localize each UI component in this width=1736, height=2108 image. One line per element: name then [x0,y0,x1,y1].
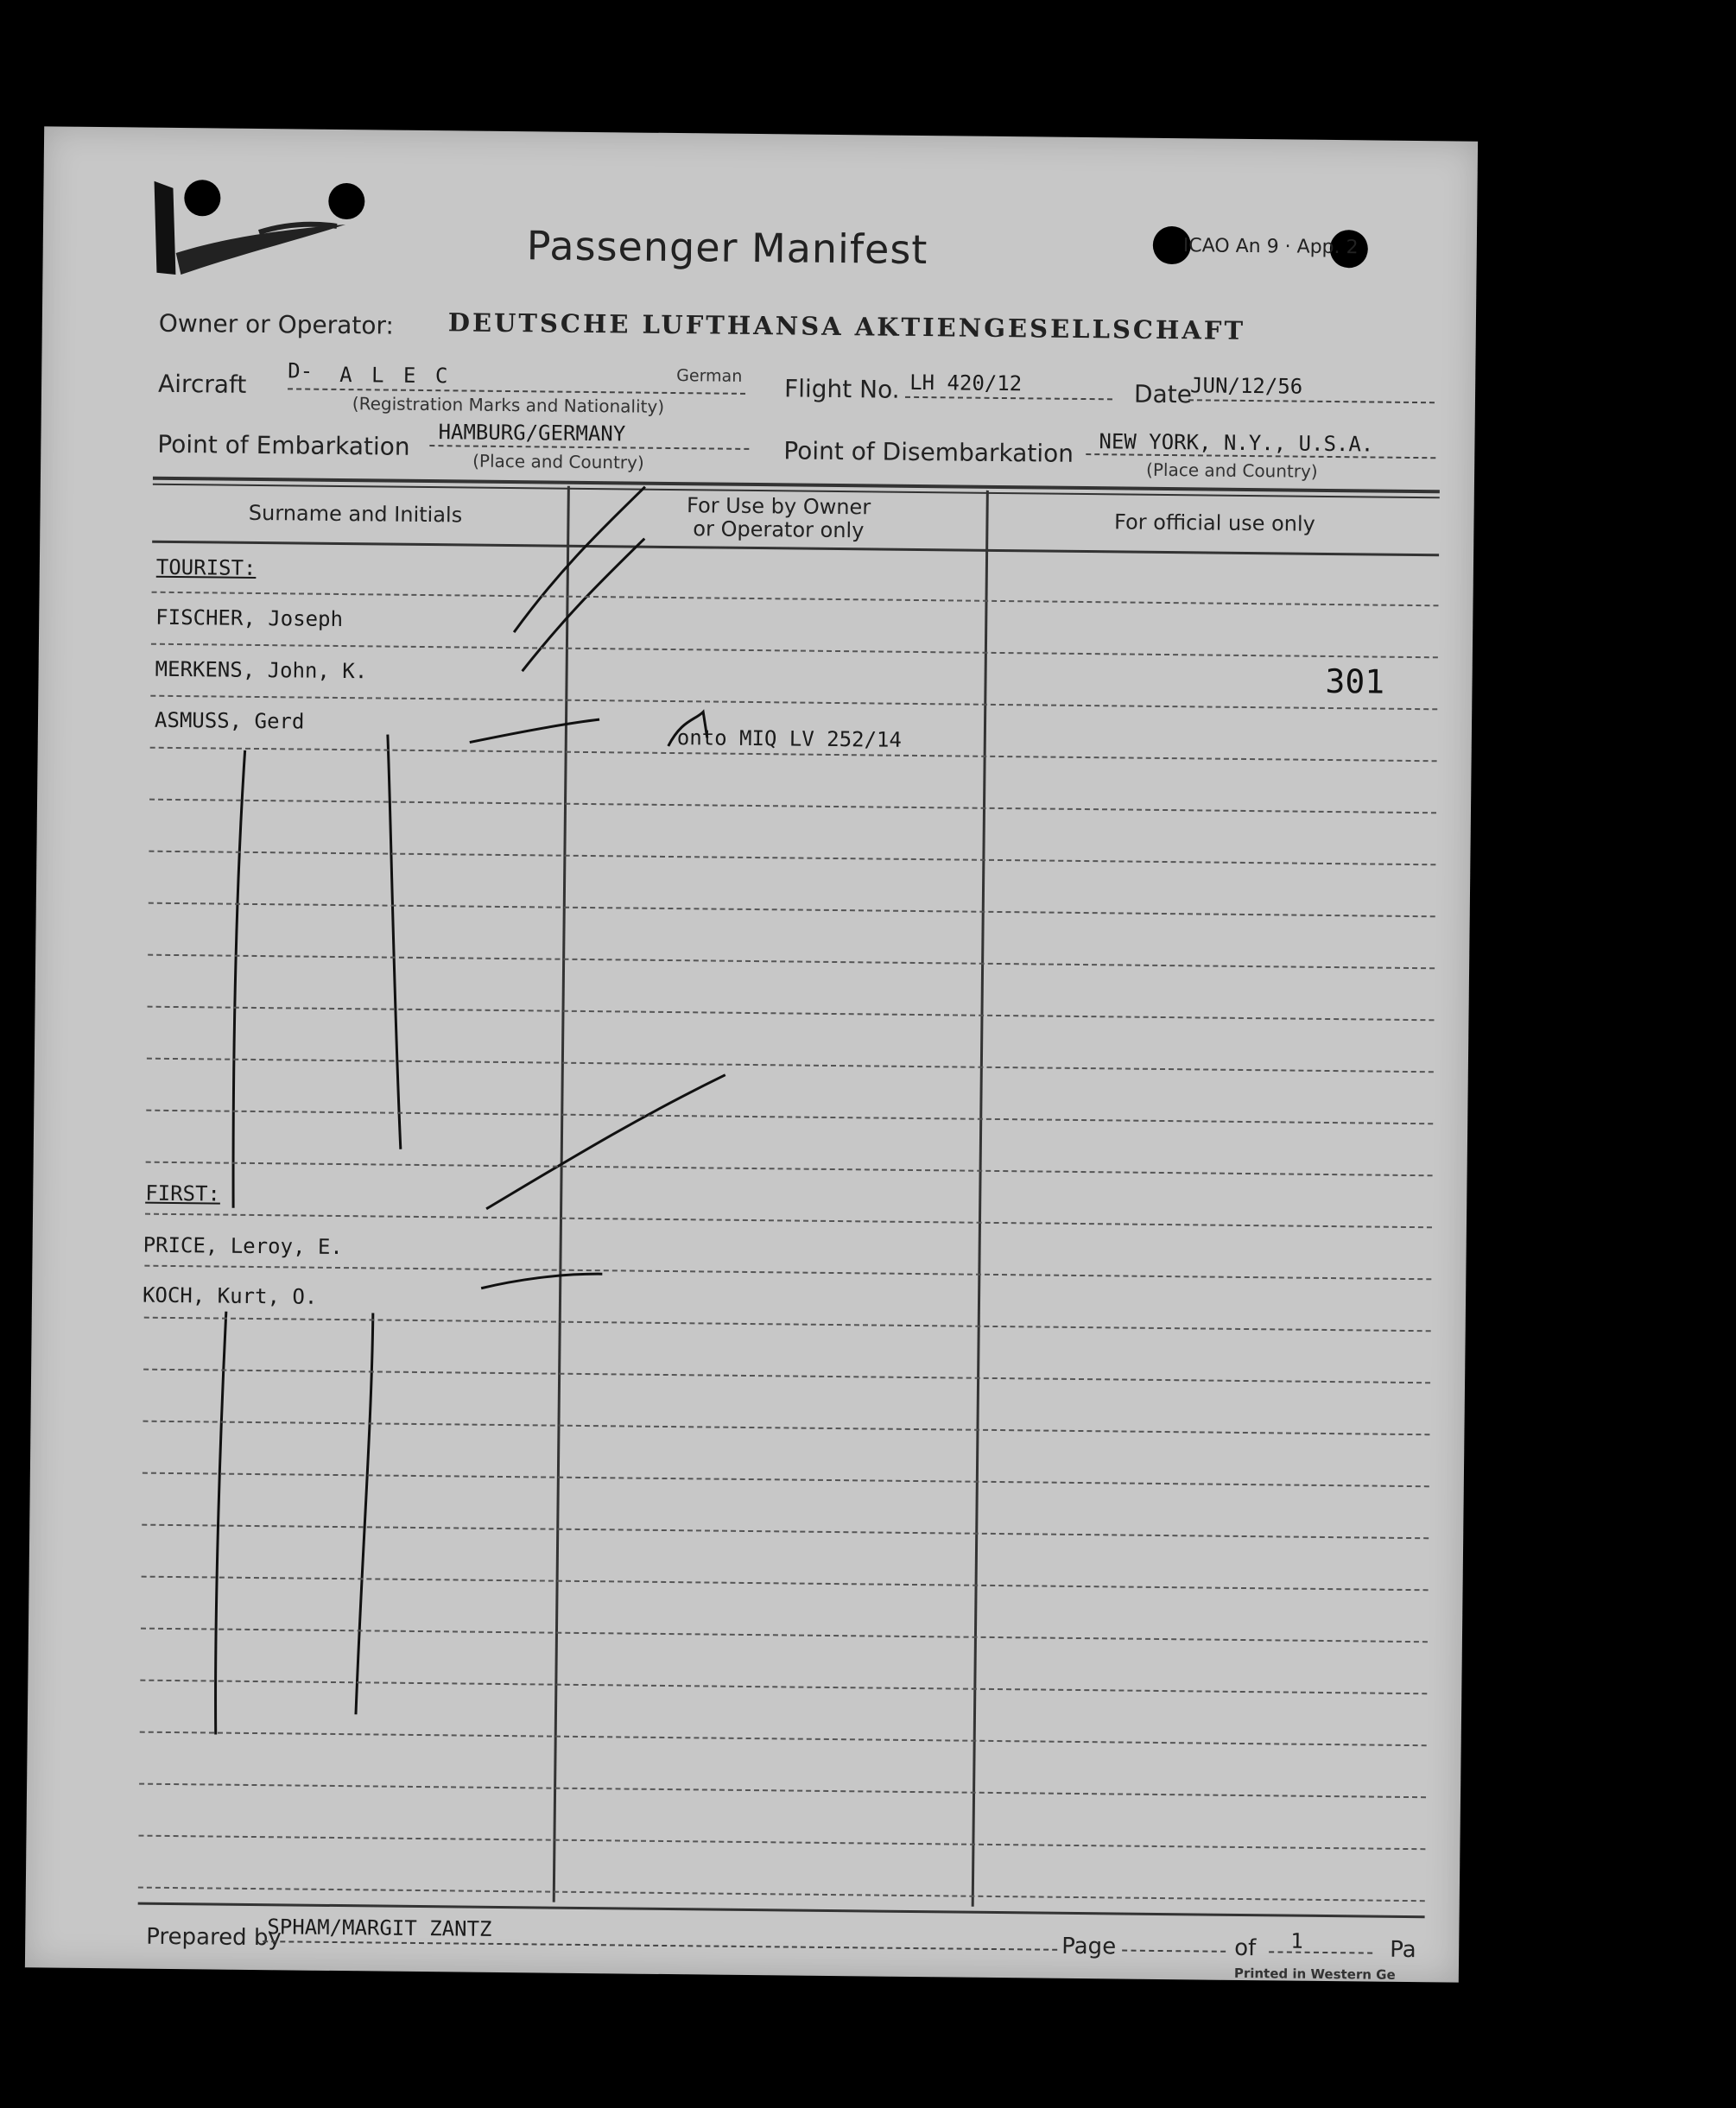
owner-label: Owner or Operator: [158,308,395,340]
passenger-row-3: ASMUSS, Gerd [154,707,305,734]
disembarkation-value: NEW YORK, N.Y., U.S.A. [1099,429,1374,457]
aircraft-prefix: D- [288,358,314,383]
manifest-sheet [25,126,1478,1982]
page-title: Passenger Manifest [526,222,928,274]
aircraft-sublabel: (Registration Marks and Nationality) [352,393,665,417]
embarkation-label: Point of Embarkation [157,429,410,461]
of-value: 1 [1290,1928,1303,1953]
owner-value: DEUTSCHE LUFTHANSA AKTIENGESELLSCHAFT [447,307,1246,345]
passenger-row-3-note: onto MIQ LV 252/14 [676,725,903,752]
printed-in-label: Printed in Western Ge [1233,1965,1396,1983]
aircraft-label: Aircraft [157,369,247,399]
prepared-by-value: SPHAM/MARGIT ZANTZ [267,1915,492,1941]
of-label: of [1234,1934,1257,1962]
flight-label: Flight No. [783,374,900,404]
embarkation-value: HAMBURG/GERMANY [438,420,626,446]
official-number: 301 [1325,662,1385,701]
handwritten-marks [25,126,1478,1982]
tourist-heading: TOURIST: [155,554,257,580]
pa-label: Pa [1390,1936,1416,1964]
first-heading: FIRST: [145,1181,221,1206]
flight-number: LH 420/12 [909,370,1023,396]
col-header-owner-use-1: For Use by Owner [686,493,871,520]
passenger-row-2: MERKENS, John, K. [155,656,368,684]
passenger-row-4: PRICE, Leroy, E. [143,1232,343,1260]
passenger-row-5: KOCH, Kurt, O. [142,1282,318,1309]
passenger-row-1: FISCHER, Joseph [155,605,344,632]
date-label: Date [1133,379,1193,409]
icao-reference: ICAO An 9 · App. 2 [1182,235,1359,259]
disembarkation-label: Point of Disembarkation [783,436,1074,468]
col-header-owner-use-2: or Operator only [693,516,865,543]
date-value: JUN/12/56 [1189,373,1303,399]
aircraft-nationality: German [676,366,743,386]
col-header-surname: Surname and Initials [248,500,463,528]
aircraft-registration: A L E C [339,362,452,389]
disembarkation-sublabel: (Place and Country) [1145,459,1318,482]
page-label: Page [1061,1933,1117,1960]
col-header-official: For official use only [1113,510,1315,536]
embarkation-sublabel: (Place and Country) [472,450,644,473]
prepared-by-label: Prepared by [146,1923,282,1952]
